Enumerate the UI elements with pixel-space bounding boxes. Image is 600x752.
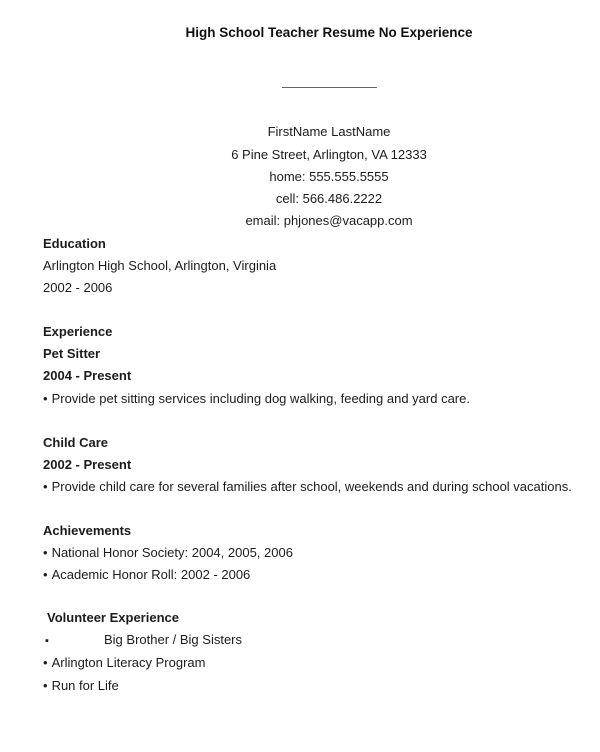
volunteer-item (43, 675, 600, 697)
section-volunteer (43, 607, 600, 697)
job-bullet-text: Provide child care for several families after school, weekends and during school vacations. (51, 479, 572, 495)
divider-line (282, 87, 377, 88)
achievement-item (43, 564, 600, 586)
contact-cell-phone: cell: 566.486.2222 (275, 191, 383, 207)
achievement-text: National Honor Society: 2004, 2005, 2006 (51, 545, 293, 561)
achievement-item (43, 542, 600, 564)
job-bullet (43, 476, 600, 498)
bullet-icon: • (43, 390, 48, 406)
volunteer-text: Run for Life (51, 677, 119, 693)
contact-email: email: phjones@vacapp.com (245, 213, 413, 229)
job-period: 2002 - Present (43, 457, 132, 473)
section-heading-education: Education (43, 235, 106, 251)
contact-block (43, 121, 600, 232)
volunteer-text: Big Brother / Big Sisters (104, 631, 242, 647)
bullet-icon: • (43, 677, 48, 693)
section-achievements (43, 520, 600, 587)
contact-home-phone: home: 555.555.5555 (269, 168, 389, 184)
job-title: Pet Sitter (43, 345, 101, 361)
page-title: High School Teacher Resume No Experience (185, 25, 473, 40)
contact-name: FirstName LastName (267, 124, 391, 140)
bullet-icon: • (43, 545, 48, 561)
volunteer-text: Arlington Literacy Program (51, 655, 206, 671)
job-bullet-text: Provide pet sitting services including dog walking, feeding and yard care. (51, 390, 470, 406)
job-title: Child Care (43, 434, 109, 450)
job-bullet (43, 388, 600, 410)
education-school: Arlington High School, Arlington, Virginia (43, 258, 277, 274)
bullet-icon: • (43, 655, 48, 671)
education-years: 2002 - 2006 (43, 280, 113, 296)
volunteer-item (43, 652, 600, 674)
volunteer-item (43, 629, 600, 652)
contact-address: 6 Pine Street, Arlington, VA 12333 (231, 146, 427, 162)
section-childcare (43, 432, 600, 499)
section-education (43, 233, 600, 300)
section-heading-achievements: Achievements (43, 522, 132, 538)
section-heading-volunteer: Volunteer Experience (47, 609, 179, 625)
section-experience (43, 321, 600, 410)
job-period: 2004 - Present (43, 368, 132, 384)
resume-document (43, 22, 600, 697)
section-heading-experience: Experience (43, 323, 113, 339)
bullet-icon: • (43, 479, 48, 495)
square-bullet-icon: ▪ (45, 634, 49, 647)
achievement-text: Academic Honor Roll: 2002 - 2006 (51, 567, 251, 583)
bullet-icon: • (43, 567, 48, 583)
